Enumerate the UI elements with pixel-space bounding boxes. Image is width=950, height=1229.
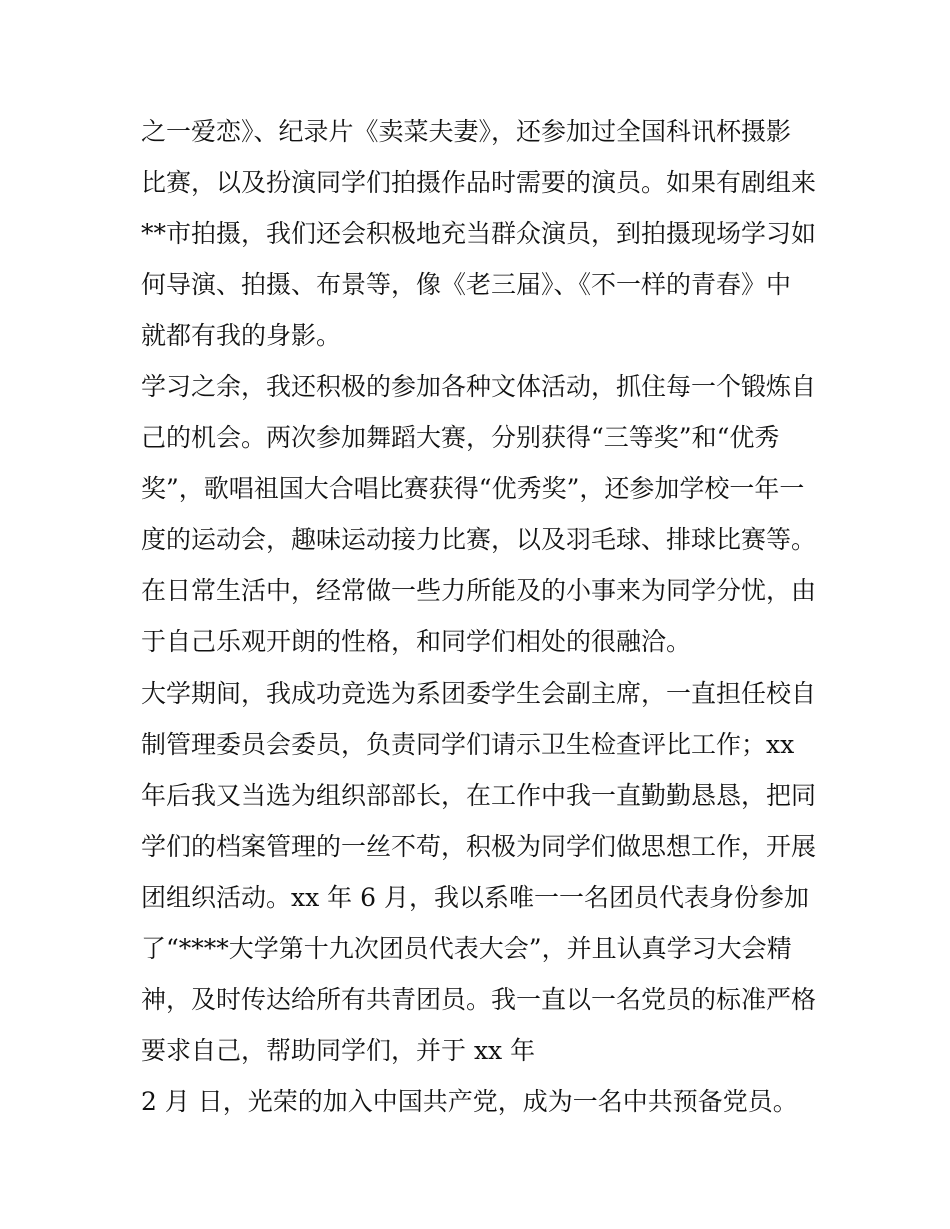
text-line: 年后我又当选为组织部部长，在工作中我一直勤勤恳恳，把同 xyxy=(141,780,817,810)
text-line: 奖”，歌唱祖国大合唱比赛获得“优秀奖”，还参加学校一年一 xyxy=(141,474,805,504)
text-line: 要求自己，帮助同学们，并于 xx 年 xyxy=(141,1035,536,1065)
text-line: 就都有我的身影。 xyxy=(141,321,342,351)
text-line: 学们的档案管理的一丝不苟，积极为同学们做思想工作，开展 xyxy=(141,831,817,861)
text-line: 团组织活动。xx 年 6 月，我以系唯一一名团员代表身份参加 xyxy=(141,882,809,912)
text-line: 大学期间，我成功竞选为系团委学生会副主席，一直担任校自 xyxy=(141,678,817,708)
text-line: 学习之余，我还积极的参加各种文体活动，抓住每一个锻炼自 xyxy=(141,372,817,402)
text-line: 了“****大学第十九次团员代表大会”，并且认真学习大会精 xyxy=(141,933,792,963)
body-text xyxy=(141,106,821,1127)
text-line: 于自己乐观开朗的性格，和同学们相处的很融洽。 xyxy=(141,627,692,657)
text-line: 度的运动会，趣味运动接力比赛，以及羽毛球、排球比赛等。 xyxy=(141,525,817,555)
text-line: 制管理委员会委员，负责同学们请示卫生检查评比工作；xx xyxy=(141,729,795,759)
text-line: 2 月 日，光荣的加入中国共产党，成为一名中共预备党员。 xyxy=(141,1086,798,1116)
text-line: 己的机会。两次参加舞蹈大赛，分别获得“三等奖”和“优秀 xyxy=(141,423,780,453)
text-line: 神，及时传达给所有共青团员。我一直以一名党员的标准严格 xyxy=(141,984,817,1014)
text-line: 何导演、拍摄、布景等，像《老三届》、《不一样的青春》中 xyxy=(141,270,792,300)
text-line: **市拍摄，我们还会积极地充当群众演员，到拍摄现场学习如 xyxy=(141,219,817,249)
text-line: 比赛，以及扮演同学们拍摄作品时需要的演员。如果有剧组来 xyxy=(141,168,817,198)
text-line: 之一爱恋》、纪录片《卖菜夫妻》，还参加过全国科讯杯摄影 xyxy=(141,117,792,146)
text-line: 在日常生活中，经常做一些力所能及的小事来为同学分忧，由 xyxy=(141,576,817,606)
